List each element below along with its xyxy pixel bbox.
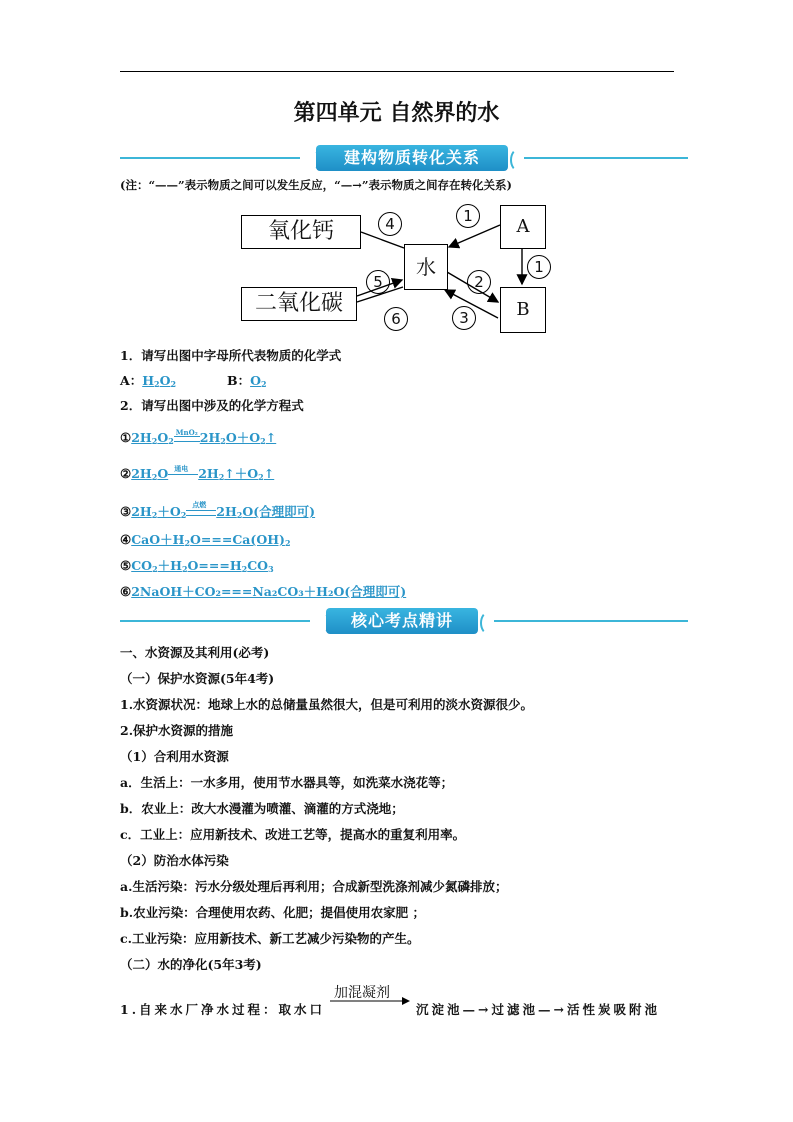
label-5: 5: [366, 270, 390, 294]
banner-1-label: 建构物质转化关系: [316, 145, 508, 171]
diagram-arrows: [0, 0, 793, 340]
eq-marker-5: ⑤: [120, 558, 132, 573]
eq-condition-mno2: MnO₂: [175, 427, 198, 437]
label-4: 4: [378, 212, 402, 236]
label-6: 6: [384, 307, 408, 331]
box-calcium-oxide: 氧化钙: [241, 215, 361, 249]
diagram-note: (注：“——”表示物质之间可以发生反应，“—→”表示物质之间存在转化关系): [120, 178, 512, 192]
eq-marker-2: ②: [120, 466, 132, 481]
eq-marker-3: ③: [120, 504, 132, 519]
label-1-right: 1: [527, 255, 551, 279]
eq-marker-4: ④: [120, 532, 132, 547]
page-title: 第四单元 自然界的水: [293, 100, 500, 126]
answer-a-label: A：: [120, 373, 143, 388]
equation-6: [120, 582, 406, 600]
box-a: A: [500, 205, 546, 249]
para-2: 2.保护水资源的措施: [120, 723, 234, 738]
label-3: 3: [452, 306, 476, 330]
banner-2-label: 核心考点精讲: [326, 608, 478, 634]
purification-label: 1.自来水厂净水过程：取水口: [120, 1002, 326, 1017]
answer-b-formula: $O_2$: [250, 373, 267, 389]
equation-4: $④CaO+H_2O===Ca(OH)_2$: [120, 532, 291, 548]
eq-marker-1: ①: [120, 430, 132, 445]
purification-arrow: [330, 982, 410, 1012]
purification-rest: 沉淀池—→过滤池—→活性炭吸附池: [416, 1002, 660, 1017]
answer-b-row: [227, 371, 267, 389]
label-1-top: 1: [456, 204, 480, 228]
answer-a-formula: $H_2O_2$: [142, 373, 177, 389]
para-9: b.农业污染：合理使用农药、化肥；提倡使用农家肥 ；: [120, 905, 425, 920]
eq-condition-ignite: 点燃: [192, 499, 207, 509]
section-1-heading: 一、水资源及其利用(必考): [120, 645, 270, 660]
purification-arrow-line: [330, 996, 410, 1006]
para-6: c．工业上：应用新技术、改进工艺等，提高水的重复利用率。: [120, 827, 466, 842]
para-10: c.工业污染：应用新技术、新工艺减少污染物的产生。: [120, 931, 420, 946]
question-1: 1．请写出图中字母所代表物质的化学式: [120, 348, 342, 363]
para-3: （1）合利用水资源: [120, 749, 229, 764]
subsection-2-heading: （二）水的净化(5年3考): [120, 957, 262, 972]
answer-b-label: B：: [227, 373, 251, 388]
para-5: b．农业上：改大水漫灌为喷灌、滴灌的方式浇地；: [120, 801, 404, 816]
equation-5: $⑤CO_2+H_2O===H_2CO_3$: [120, 558, 274, 574]
eq-3-tail: (合理即可): [253, 504, 316, 519]
section-banner-2: [120, 608, 688, 634]
equation-2: $②2H_2O$ 通电 $2H_2↑+O_2↑$: [120, 463, 275, 482]
para-7: （2）防治水体污染: [120, 853, 229, 868]
answer-a-row: [120, 371, 176, 389]
question-2: 2．请写出图中涉及的化学方程式: [120, 398, 304, 413]
eq-marker-6: ⑥: [120, 584, 132, 599]
eq-condition-electrolysis: 通电: [174, 463, 189, 473]
box-water: 水: [404, 244, 448, 290]
eq-6-body: 2NaOH＋CO₂===Na₂CO₃＋H₂O(合理即可): [131, 584, 407, 599]
subsection-1-heading: （一）保护水资源(5年4考): [120, 671, 275, 686]
transformation-diagram: [0, 0, 793, 340]
equation-3: $③2H_2+O_2$ 点燃 $2H_2O$(合理即可): [120, 499, 316, 520]
box-b: B: [500, 287, 546, 333]
para-1: 1.水资源状况：地球上水的总储量虽然很大，但是可利用的淡水资源很少。: [120, 697, 534, 712]
purification-arrow-label: 加混凝剂: [334, 985, 390, 1001]
equation-1: $①2H_2O_2$ MnO₂ $2H_2O+O_2↑$: [120, 427, 277, 446]
box-carbon-dioxide: 二氧化碳: [241, 287, 357, 321]
para-4: a．生活上：一水多用，使用节水器具等，如洗菜水浇花等；: [120, 775, 454, 790]
para-8: a.生活污染：污水分级处理后再利用；合成新型洗涤剂减少氮磷排放；: [120, 879, 508, 894]
label-2: 2: [467, 270, 491, 294]
